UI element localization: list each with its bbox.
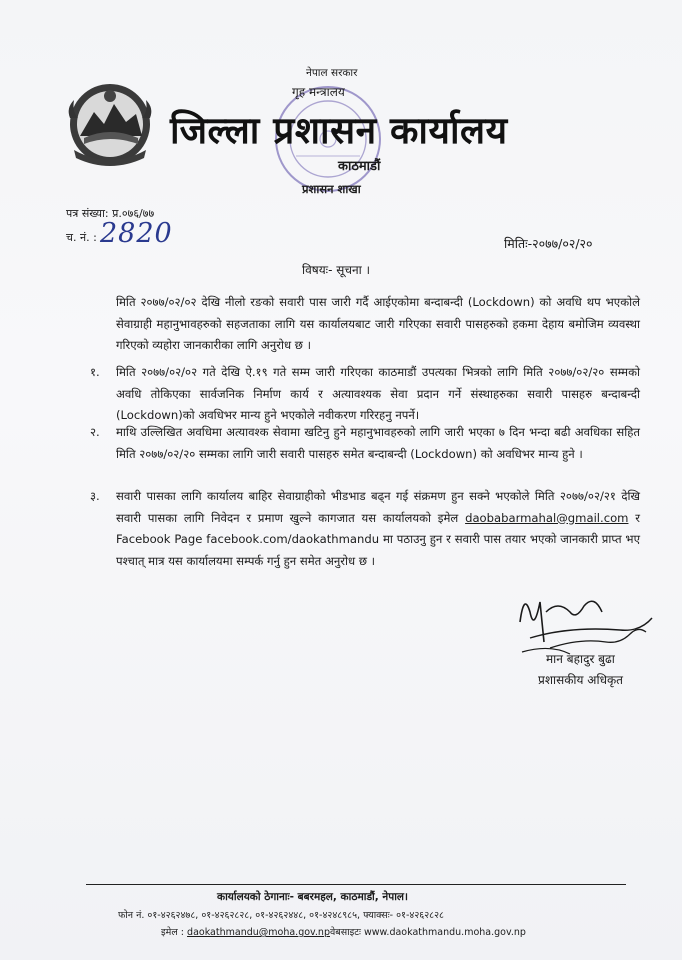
branch-label: प्रशासन शाखा [302,182,361,196]
application-email-link[interactable]: daobabarmahal@gmail.com [465,510,629,525]
item-number: ३. [90,489,100,503]
footer-divider [86,884,626,885]
ministry-label: गृह मन्त्रालय [292,85,345,99]
intro-paragraph: मिति २०७७/०२/०२ देखि नीलो रङको सवारी पास जारी गर्दै आईएकोमा बन्दाबन्दी (Lockdown) को अवधि थप भएकोले सेवाग्राही महानुभावहरुको सहजताका लागि यस कार्यालयबाट जारी गरिएका सवारी पासहरुको हकमा देहाय बमोजिम व्यवस्था गरिएको व्यहोरा जानकारीका लागि अनुरोध छ । [116,295,640,352]
subject-line: विषयः- सूचना । [302,263,371,277]
footer-phone: फोन नं. ०१-४२६२४७८, ०१-४२६२८२८, ०१-४२६२४४८, ०१-४२४८९८५, फ्याक्सः- ०१-४२६२८२८ [118,910,444,921]
footer-email-link[interactable]: daokathmandu@moha.gov.np [187,927,330,938]
item-number: १. [90,365,100,379]
item-text [116,486,640,572]
government-label: नेपाल सरकार [306,67,358,79]
item-number: २. [90,425,100,439]
footer-address: कार्यालयको ठेगानाः- बबरमहल, काठमाडौं, नेपाल। [217,891,409,903]
footer-website-link[interactable]: www.daokathmandu.moha.gov.np [364,927,526,938]
dispatch-number-label: च. नं. : [66,231,97,244]
footer-contact [161,925,526,938]
list-item [90,486,640,572]
reference-number: पत्र संख्या: प्र.०७६/७७ [66,207,155,220]
item-text-after: र Facebook Page facebook.com/daokathmandu मा पठाउनु हुन र सवारी पास तयार भएको जानकारी प्राप्त भए पश्चात् मात्र यस कार्यालयमा सम्पर्क गर्नु हुन समेत अनुरोध छ । [116,510,641,568]
letter-date: मितिः-२०७७/०२/२० [504,236,593,251]
item-text-before: सवारी पासका लागि कार्यालय बाहिर सेवाग्राहीको भीडभाड बढ्न गई संक्रमण हुन सक्ने भएकोले मिति २०७७/०२/२१ देखि सवारी पासका लागि निवेदन र प्रमाण खुल्ने कागजात यस कार्यालयको इमेल [116,489,640,525]
item-text: माथि उल्लिखित अवधिमा अत्यावश्क सेवामा खटिनु हुने महानुभावहरुको लागि जारी भएका ७ दिन भन्दा बढी अवधिका सहित मिति २०७७/०२/२० सम्मका लागि जारी सवारी पासहरु समेत बन्दाबन्दी (Lockdown) को अवधिभर मान्य हुने । [116,425,640,461]
office-title: जिल्ला प्रशासन कार्यालय [170,109,508,152]
list-item [90,422,640,465]
list-item [90,362,640,427]
city-label: काठमाडौं [338,159,381,174]
signatory-name: मान बहादुर बुढा [546,652,615,666]
footer-email-label: इमेल : [161,927,185,938]
footer-website-label: वेबसाइटः [330,927,361,938]
signatory-title: प्रशासकीय अधिकृत [538,673,624,687]
dispatch-number-handwritten: 2820 [100,218,173,249]
item-text: मिति २०७७/०२/०२ गते देखि ऐ.१९ गते सम्म जारी गरिएका काठमाडौं उपत्यका भित्रको लागि मिति २०७७/०२/२० सम्मको अवधि तोकिएका सार्वजनिक निर्माण कार्य र अत्यावश्यक सेवा प्रदान गर्ने संस्थाहरुका सवारी पासहरु बन्दाबन्दी (Lockdown)को अवधिभर मान्य हुने भएकोले नवीकरण गरिरहनु नपर्ने। [116,365,640,422]
nepal-emblem-logo [64,78,156,168]
